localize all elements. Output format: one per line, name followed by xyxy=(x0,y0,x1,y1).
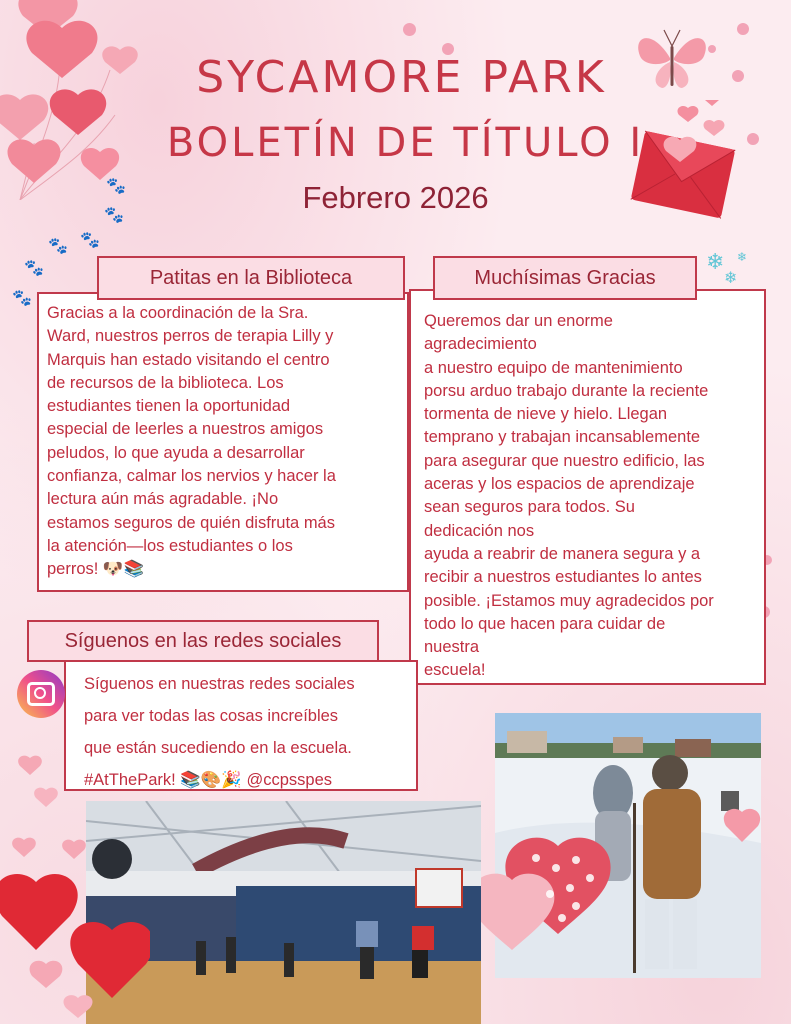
library-heading xyxy=(97,256,405,300)
thanks-line: todo lo que hacen para cuidar de xyxy=(424,614,666,633)
decor-dot xyxy=(737,23,749,35)
paw-icon: 🐾 xyxy=(80,230,100,249)
thanks-line: tormenta de nieve y hielo. Llegan xyxy=(424,405,668,424)
newsletter-school-title: SYCAMORE PARK xyxy=(196,52,607,103)
polka-hearts-decoration xyxy=(466,828,626,968)
library-body xyxy=(47,302,336,582)
thanks-line: recibir a nuestros estudiantes lo antes xyxy=(424,568,702,587)
thanks-line: posible. ¡Estamos muy agradecidos por xyxy=(424,591,714,610)
library-line: especial de leerles a nuestros amigos xyxy=(47,420,324,439)
library-line: Ward, nuestros perros de terapia Lilly y xyxy=(47,327,334,346)
newsletter-date: Febrero 2026 xyxy=(302,180,489,215)
library-line: Gracias a la coordinación de la Sra. xyxy=(47,304,309,322)
thanks-line: Queremos dar un enorme xyxy=(424,312,613,330)
social-line: que están sucediendo en la escuela. xyxy=(84,739,352,757)
library-heading-text: Patitas en la Biblioteca xyxy=(149,267,353,289)
thanks-heading xyxy=(433,256,697,300)
library-line: estudiantes tienen la oportunidad xyxy=(47,397,291,416)
thanks-line: aceras y los espacios de aprendizaje xyxy=(424,475,695,494)
paw-icon: 🐾 xyxy=(106,176,126,195)
instagram-icon[interactable] xyxy=(17,670,65,718)
social-line: #AtThePark! 📚🎨🎉 @ccpsspes xyxy=(84,771,333,789)
paw-icon: 🐾 xyxy=(24,258,44,277)
snowflake-icon: ❄ xyxy=(737,250,748,264)
decor-dot xyxy=(403,23,416,36)
library-line: confianza, calmar los nervios y hacer la xyxy=(47,467,336,486)
library-line: peludos, lo que ayuda a desarrollar xyxy=(47,443,305,462)
thanks-line: escuela! xyxy=(424,661,486,680)
snowflake-icon: ❄ xyxy=(724,268,738,287)
library-line: de recursos de la biblioteca. Los xyxy=(47,373,284,392)
library-line: la atención—los estudiantes o los xyxy=(47,536,293,555)
thanks-line: temprano y trabajan incansablemente xyxy=(424,428,701,447)
heart-icon xyxy=(718,802,766,850)
social-heading xyxy=(27,620,379,662)
newsletter-title: BOLETÍN DE TÍTULO I xyxy=(166,120,645,166)
thanks-line: agradecimiento xyxy=(424,335,537,354)
paw-icon: 🐾 xyxy=(12,288,32,307)
hearts-cluster-decoration xyxy=(0,750,150,1024)
thanks-line: porsu arduo trabajo durante la reciente xyxy=(424,381,709,400)
social-line: para ver todas las cosas increíbles xyxy=(84,707,339,725)
library-line: Marquis han estado visitando el centro xyxy=(47,350,330,369)
thanks-line: nuestra xyxy=(424,638,480,657)
paw-icon: 🐾 xyxy=(104,205,124,224)
thanks-body xyxy=(424,310,714,683)
library-line: perros! 🐶📚 xyxy=(47,560,145,579)
thanks-line: dedicación nos xyxy=(424,521,535,540)
social-heading-text: Síguenos en las redes sociales xyxy=(64,630,342,652)
library-section xyxy=(37,292,409,592)
thanks-section xyxy=(409,289,766,685)
social-line: Síguenos en nuestras redes sociales xyxy=(84,675,355,693)
snowflake-icon: ❄ xyxy=(706,250,725,275)
paw-icon: 🐾 xyxy=(48,236,68,255)
library-line: lectura aún más agradable. ¡No xyxy=(47,490,279,509)
thanks-line: para asegurar que nuestro edificio, las xyxy=(424,451,705,470)
thanks-heading-text: Muchísimas Gracias xyxy=(474,267,656,289)
thanks-line: ayuda a reabrir de manera segura y a xyxy=(424,544,701,563)
thanks-line: a nuestro equipo de mantenimiento xyxy=(424,358,683,377)
thanks-line: sean seguros para todos. Su xyxy=(424,498,635,517)
library-line: estamos seguros de quién disfruta más xyxy=(47,513,335,532)
